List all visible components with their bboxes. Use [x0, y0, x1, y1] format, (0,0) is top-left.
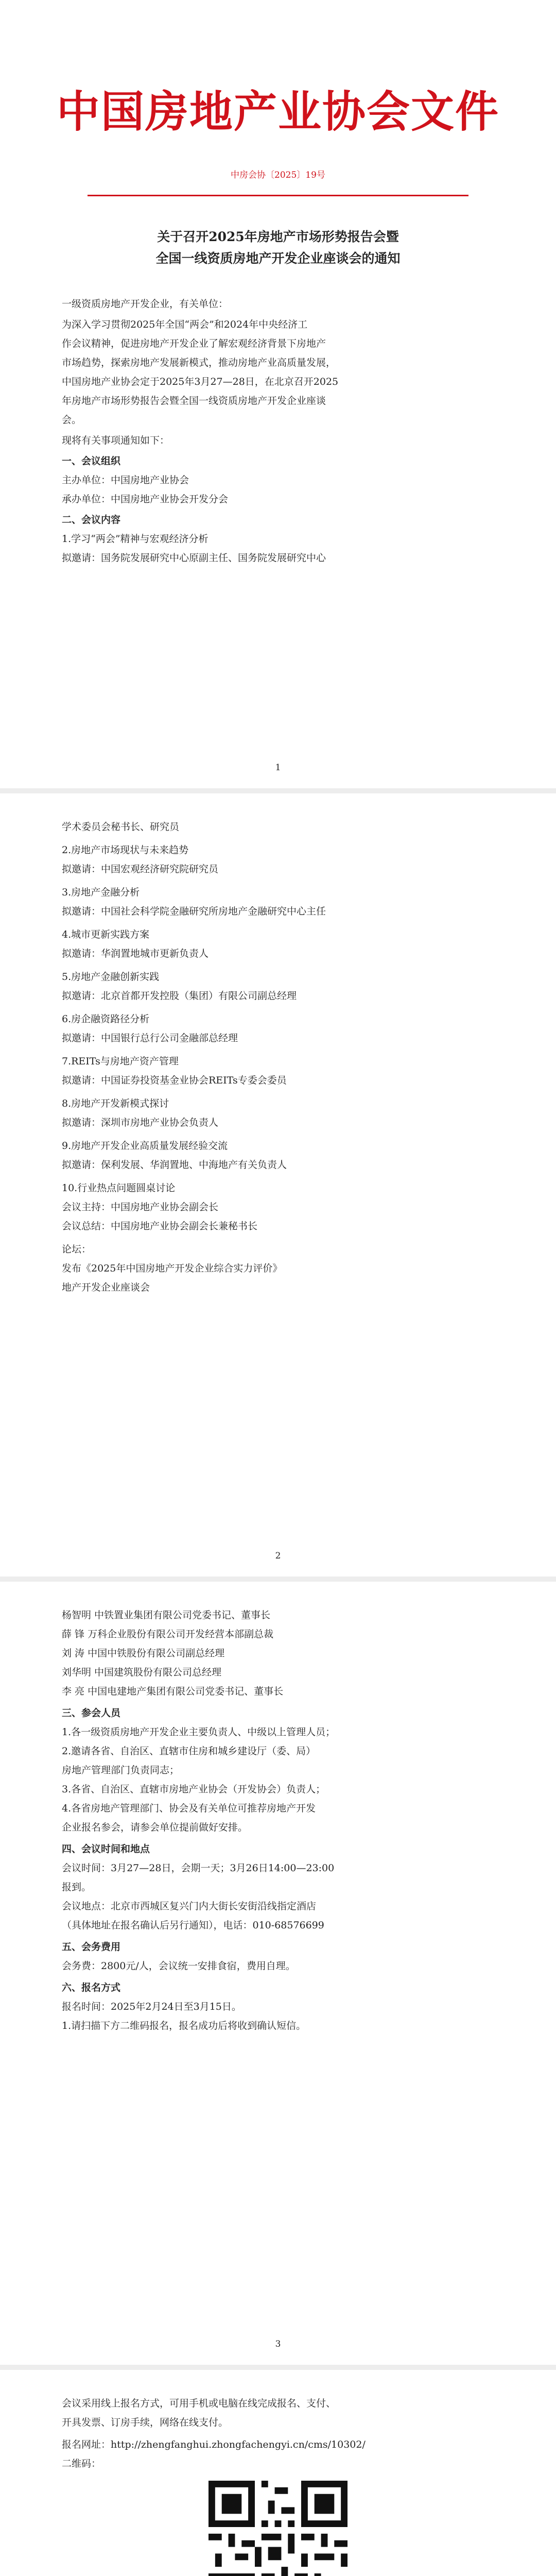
body-line: 7.REITs与房地产资产管理 [62, 1056, 179, 1067]
page-2 [0, 793, 556, 1577]
body-line: 会议主持：中国房地产业协会副会长 [62, 1201, 219, 1213]
body-line: （具体地址在报名确认后另行通知），电话：010-68576699 [62, 1920, 324, 1931]
section-heading: 三、参会人员 [62, 1707, 121, 1719]
body-line: 9.房地产开发企业高质量发展经验交流 [62, 1140, 228, 1151]
body-line: 报到。 [62, 1882, 92, 1893]
body-line: 4.各省房地产管理部门、协会及有关单位可推荐房地产开发 [62, 1803, 316, 1814]
body-line: 学术委员会秘书长、研究员 [62, 821, 180, 833]
body-line: 刘华明 中国建筑股份有限公司总经理 [62, 1667, 222, 1678]
section-heading: 六、报名方式 [62, 1982, 121, 1993]
body-line: 拟邀请：中国社会科学院金融研究所房地产金融研究中心主任 [62, 906, 326, 917]
body-line: 3.各省、自治区、直辖市房地产业协会（开发协会）负责人； [62, 1784, 326, 1795]
section-heading: 四、会议时间和地点 [62, 1843, 150, 1855]
body-line: 房地产管理部门负责同志； [62, 1765, 180, 1776]
body-line: 二维码： [62, 2458, 101, 2469]
page-3 [0, 1582, 556, 2365]
body-line: 薛 锋 万科企业股份有限公司开发经营本部副总裁 [62, 1629, 274, 1640]
body-line: 6.房企融资路径分析 [62, 1013, 150, 1025]
body-line: 8.房地产开发新模式探讨 [62, 1098, 169, 1109]
body-line: 拟邀请：深圳市房地产业协会负责人 [62, 1117, 219, 1128]
body-line: 拟邀请：保利发展、华润置地、中海地产有关负责人 [62, 1159, 287, 1171]
body-line: 1.各一级资质房地产开发企业主要负责人、中级以上管理人员； [62, 1726, 336, 1738]
page-number: 2 [275, 1551, 281, 1561]
body-line: 李 亮 中国电建地产集团有限公司党委书记、董事长 [62, 1686, 284, 1697]
body-line: 2.房地产市场现状与未来趋势 [62, 844, 189, 856]
body-line: 一级资质房地产开发企业，有关单位： [62, 298, 229, 310]
body-line: 拟邀请：国务院发展研究中心原副主任、国务院发展研究中心 [62, 552, 326, 564]
qr-code-icon [208, 2481, 348, 2576]
body-line: 会议时间：3月27—28日，会期一天；3月26日14:00—23:00 [62, 1862, 335, 1874]
body-line: 会议总结：中国房地产业协会副会长兼秘书长 [62, 1221, 258, 1232]
body-line: 拟邀请：华润置地城市更新负责人 [62, 948, 209, 959]
body-line: 拟邀请：北京首都开发控股（集团）有限公司副总经理 [62, 990, 297, 1002]
notice-title-line-2: 全国一线资质房地产开发企业座谈会的通知 [155, 251, 401, 266]
body-line: 中国房地产业协会定于2025年3月27—28日，在北京召开2025 [62, 376, 339, 387]
body-line: 拟邀请：中国银行总行公司金融部总经理 [62, 1032, 238, 1044]
section-heading: 五、会务费用 [62, 1941, 121, 1953]
body-line: 2.邀请各省、自治区、直辖市住房和城乡建设厅（委、局） [62, 1745, 316, 1757]
body-line: 刘 涛 中国中铁股份有限公司副总经理 [62, 1648, 225, 1659]
body-line: 为深入学习贯彻2025年全国“两会”和2024年中央经济工 [62, 319, 308, 330]
body-line: 开具发票、订房手续，网络在线支付。 [62, 2417, 229, 2428]
body-line: 主办单位：中国房地产业协会 [62, 474, 189, 486]
body-line: 作会议精神，促进房地产开发企业了解宏观经济背景下房地产 [62, 338, 326, 349]
body-line: 会务费：2800元/人，会议统一安排食宿，费用自理。 [62, 1960, 296, 1972]
section-heading: 二、会议内容 [62, 514, 121, 526]
page-4 [0, 2370, 556, 2576]
body-line: 现将有关事项通知如下： [62, 435, 170, 446]
body-line: 会。 [62, 414, 82, 426]
doc-number: 中房会协〔2025〕19号 [231, 170, 325, 180]
body-line: 拟邀请：中国宏观经济研究院研究员 [62, 863, 219, 875]
page-number: 1 [275, 762, 281, 773]
section-heading: 一、会议组织 [62, 455, 121, 467]
body-line: 年房地产市场形势报告会暨全国一线资质房地产开发企业座谈 [62, 395, 326, 406]
page-number: 3 [275, 2339, 281, 2349]
body-line: 会议采用线上报名方式，可用手机或电脑在线完成报名、支付、 [62, 2398, 336, 2409]
body-line: 5.房地产金融创新实践 [62, 971, 160, 982]
body-line: 拟邀请：中国证券投资基金业协会REITs专委会委员 [62, 1075, 287, 1086]
body-line: 会议地点：北京市西城区复兴门内大街长安街沿线指定酒店 [62, 1901, 317, 1912]
body-line: 企业报名参会，请参会单位提前做好安排。 [62, 1822, 248, 1833]
body-line: 报名时间：2025年2月24日至3月15日。 [62, 2001, 241, 2012]
org-title: 中国房地产业协会文件 [56, 86, 499, 137]
body-line: 3.房地产金融分析 [62, 887, 140, 898]
body-line: 1.学习“两会”精神与宏观经济分析 [62, 533, 208, 545]
red-divider [88, 195, 468, 196]
body-line: 承办单位：中国房地产业协会开发分会 [62, 494, 229, 505]
body-line: 杨智明 中铁置业集团有限公司党委书记、董事长 [62, 1609, 271, 1621]
body-line: 市场趋势，探索房地产发展新模式，推动房地产业高质量发展， [62, 357, 336, 368]
page-1 [0, 0, 556, 788]
body-line: 发布《2025年中国房地产开发企业综合实力评价》 [62, 1263, 283, 1274]
body-line: 10.行业热点问题圆桌讨论 [62, 1182, 176, 1194]
notice-title-line-1: 关于召开2025年房地产市场形势报告会暨 [157, 229, 399, 244]
body-line: 4.城市更新实践方案 [62, 929, 150, 940]
registration-url[interactable]: 报名网址：http://zhengfanghui.zhongfachengyi.cn/cms/10302/ [62, 2439, 366, 2450]
body-line: 1.请扫描下方二维码报名，报名成功后将收到确认短信。 [62, 2020, 306, 2031]
body-line: 论坛： [62, 1244, 92, 1255]
body-line: 地产开发企业座谈会 [62, 1282, 150, 1293]
